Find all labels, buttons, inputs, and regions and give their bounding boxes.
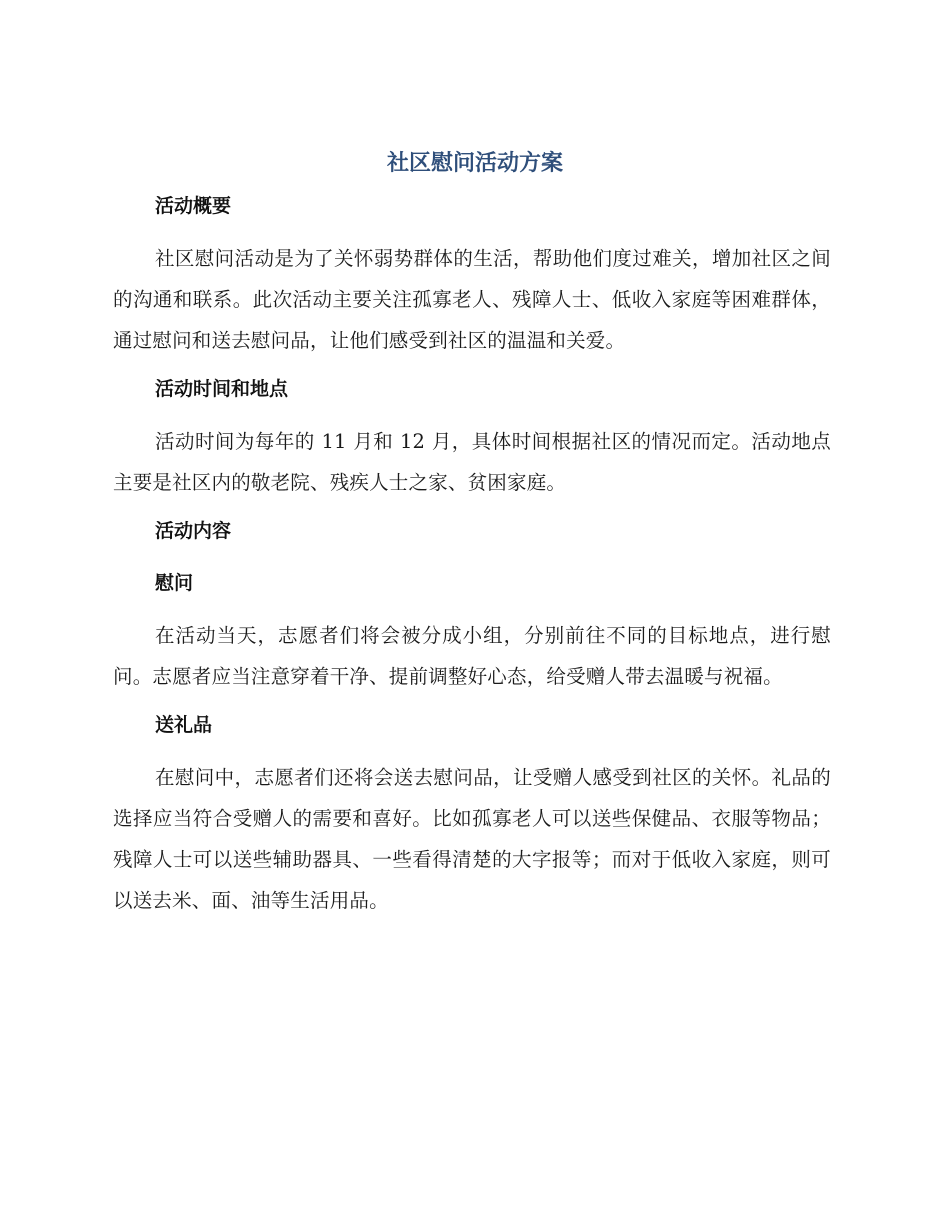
section-overview bbox=[113, 188, 831, 361]
document-body bbox=[113, 188, 831, 921]
section-heading: 活动内容 bbox=[155, 520, 232, 542]
section-content bbox=[113, 513, 831, 549]
section-time-place bbox=[113, 371, 831, 503]
section-heading: 活动概要 bbox=[155, 195, 232, 217]
section-heading: 活动时间和地点 bbox=[155, 378, 289, 400]
section-paragraph: 在活动当天，志愿者们将会被分成小组，分别前往不同的目标地点，进行慰问。志愿者应当注意穿着干净、提前调整好心态，给受赠人带去温暖与祝福。 bbox=[113, 624, 831, 688]
document-title: 社区慰问活动方案 bbox=[386, 151, 563, 176]
section-visit bbox=[113, 565, 831, 697]
section-paragraph: 社区慰问活动是为了关怀弱势群体的生活，帮助他们度过难关，增加社区之间的沟通和联系。此次活动主要关注孤寡老人、残障人士、低收入家庭等困难群体，通过慰问和送去慰问品，让他们感受到社区的温温和关爱。 bbox=[113, 247, 831, 352]
section-gifts bbox=[113, 707, 831, 921]
section-paragraph: 在慰问中，志愿者们还将会送去慰问品，让受赠人感受到社区的关怀。礼品的选择应当符合受赠人的需要和喜好。比如孤寡老人可以送些保健品、衣服等物品；残障人士可以送些辅助器具、一些看得清楚的大字报等；而对于低收入家庭，则可以送去米、面、油等生活用品。 bbox=[113, 766, 831, 912]
section-heading: 慰问 bbox=[155, 572, 194, 594]
section-paragraph: 活动时间为每年的 11 月和 12 月，具体时间根据社区的情况而定。活动地点主要是社区内的敬老院、残疾人士之家、贫困家庭。 bbox=[113, 430, 831, 494]
section-heading: 送礼品 bbox=[155, 714, 213, 736]
